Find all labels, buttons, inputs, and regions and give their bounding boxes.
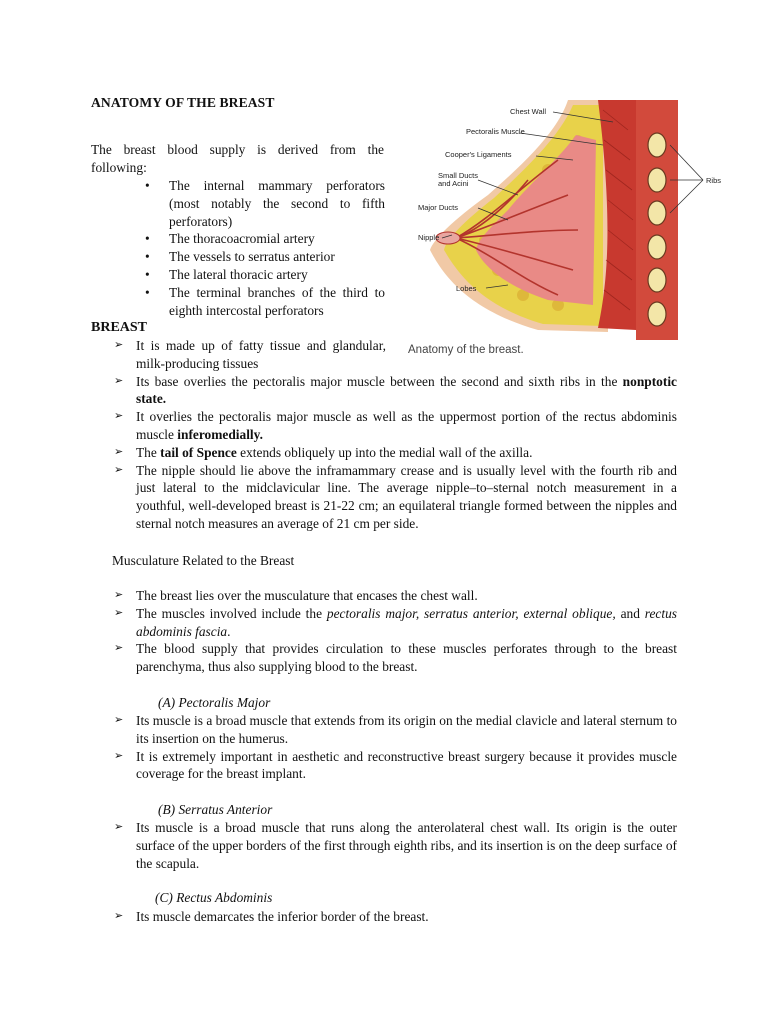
breast-list xyxy=(112,337,677,533)
breast-anatomy-figure xyxy=(408,100,728,360)
arrow-bullet-icon: ➢ xyxy=(114,410,124,423)
label-coopers-ligaments: Cooper's Ligaments xyxy=(445,150,512,159)
rib-shape xyxy=(648,235,666,259)
arrow-bullet-icon: ➢ xyxy=(114,339,124,351)
list-item: • The vessels to serratus anterior xyxy=(145,249,335,265)
list-item: ➢ Its muscle is a broad muscle that runs along the anterolateral chest wall. Its origin is the outer surface of the upper borders of the first through eighth ribs, and its insertion is on the deep surface of the scapula. xyxy=(114,820,677,871)
pectoralis-list xyxy=(112,712,677,783)
musculature-list xyxy=(112,587,677,676)
musculature-heading: Musculature Related to the Breast xyxy=(112,553,295,568)
list-item: ➢ It is extremely important in aesthetic and reconstructive breast surgery because it provides muscle coverage for the breast implant. xyxy=(114,748,677,782)
list-item: • The internal mammary perforators (most notably the second to fifth perforators) xyxy=(145,178,385,229)
blood-supply-list xyxy=(145,177,385,319)
page-title: ANATOMY OF THE BREAST xyxy=(91,95,275,110)
pectoralis-heading: (A) Pectoralis Major xyxy=(158,695,271,710)
bullet-icon: • xyxy=(145,231,150,247)
arrow-bullet-icon: ➢ xyxy=(114,714,124,726)
label-nipple: Nipple xyxy=(418,233,440,242)
list-item: • The terminal branches of the third to eighth intercostal perforators xyxy=(145,284,385,318)
list-item: • The lateral thoracic artery xyxy=(145,266,308,282)
arrow-bullet-icon: ➢ xyxy=(114,463,124,476)
label-small-ducts: Small Ducts xyxy=(438,171,479,180)
label-lobes: Lobes xyxy=(456,284,477,293)
label-acini: and Acini xyxy=(438,179,469,188)
bullet-icon: • xyxy=(145,249,150,265)
rectus-list xyxy=(112,908,677,926)
anatomy-illustration xyxy=(408,100,728,340)
list-item: ➢ Its muscle is a broad muscle that extends from its origin on the medial clavicle and lateral sternum to its insertion on the humerus. xyxy=(114,713,677,746)
list-item: ➢ Its muscle demarcates the inferior border of the breast. xyxy=(114,909,429,924)
list-item: ➢ It is made up of fatty tissue and glandular, milk-producing tissues xyxy=(114,338,386,371)
label-pectoralis-muscle: Pectoralis Muscle xyxy=(466,127,525,136)
arrow-bullet-icon: ➢ xyxy=(114,606,124,619)
label-major-ducts: Major Ducts xyxy=(418,203,459,212)
arrow-bullet-icon: ➢ xyxy=(114,589,124,601)
arrow-bullet-icon: ➢ xyxy=(114,642,124,655)
serratus-heading: (B) Serratus Anterior xyxy=(158,802,273,817)
bullet-icon: • xyxy=(145,266,150,282)
breast-heading: BREAST xyxy=(91,320,148,335)
bullet-icon: • xyxy=(145,284,150,300)
label-ribs: Ribs xyxy=(706,176,722,185)
list-item: ➢ The tail of Spence extends obliquely up into the medial wall of the axilla. xyxy=(114,444,533,460)
arrow-bullet-icon: ➢ xyxy=(114,821,124,833)
arrow-bullet-icon: ➢ xyxy=(114,445,124,458)
nipple-shape xyxy=(436,232,460,244)
list-item: ➢ The blood supply that provides circulation to these muscles perforates through to the breast parenchyma, thus also supplying blood to the breast. xyxy=(114,641,677,675)
list-item: ➢ The muscles involved include the pectoralis major, serratus anterior, external oblique, and rectus abdominis fascia. xyxy=(114,605,677,639)
rectus-heading: (C) Rectus Abdominis xyxy=(155,890,273,905)
rib-shape xyxy=(648,201,666,225)
arrow-bullet-icon: ➢ xyxy=(114,910,124,922)
rib-shape xyxy=(648,302,666,326)
list-item: ➢ The breast lies over the musculature that encases the chest wall. xyxy=(114,588,478,603)
figure-caption: Anatomy of the breast. xyxy=(408,344,524,356)
rib-shape xyxy=(648,168,666,192)
rib-shape xyxy=(648,268,666,292)
rib-shape xyxy=(648,133,666,157)
arrow-bullet-icon: ➢ xyxy=(114,749,124,762)
serratus-list xyxy=(112,819,677,872)
list-item: ➢ The nipple should lie above the inframammary crease and is usually level with the fourth rib and just lateral to the midclavicular line. The average nipple–to–sternal notch measurement in a youthful, well-developed breast is 21-22 cm; an equilateral triangle formed between the nipples and sternal notch measures an average of 21 cm per side. xyxy=(114,462,677,531)
label-chest-wall: Chest Wall xyxy=(510,107,546,116)
blood-supply-intro: The breast blood supply is derived from the following: xyxy=(91,142,384,175)
list-item: • The thoracoacromial artery xyxy=(145,231,315,247)
arrow-bullet-icon: ➢ xyxy=(114,374,124,387)
list-item: ➢ It overlies the pectoralis major muscle as well as the uppermost portion of the rectus abdominis muscle inferomedially. xyxy=(114,409,677,442)
bullet-icon: • xyxy=(145,178,150,193)
list-item: ➢ Its base overlies the pectoralis major muscle between the second and sixth ribs in the nonptotic state. xyxy=(114,373,677,407)
